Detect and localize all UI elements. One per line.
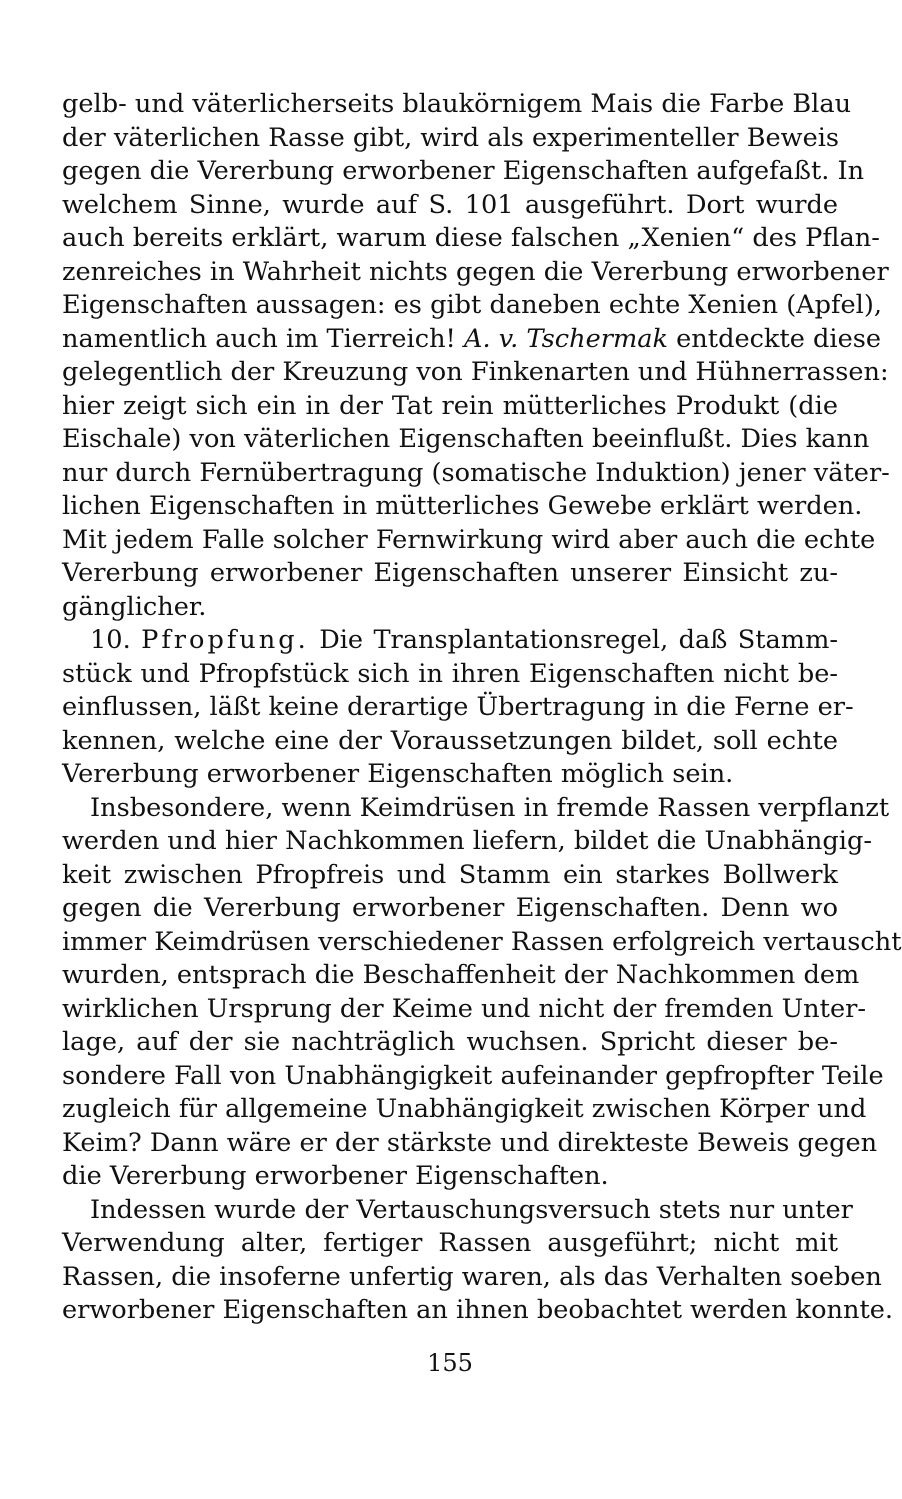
text-line: Vererbung erworbener Eigenschaften möglich sein. — [62, 759, 734, 789]
section-heading: Pfropfung. — [141, 625, 309, 655]
text-line: erworbener Eigenschaften an ihnen beobachtet werden konnte. — [62, 1295, 894, 1325]
text-line: Indessen wurde der Vertauschungsversuch stets nur unter — [90, 1194, 853, 1225]
text-line: gegen die Vererbung erworbener Eigenschaften aufgefaßt. In — [62, 156, 865, 186]
text-line: wurden, entsprach die Beschaffenheit der Nachkommen dem — [62, 960, 860, 990]
paragraph — [62, 792, 902, 1194]
page-number: 155 — [427, 1349, 473, 1377]
text-line: kennen, welche eine der Voraussetzungen bildet, soll echte — [62, 725, 838, 756]
paragraph — [62, 88, 890, 624]
text-line: Verwendung alter, fertiger Rassen ausgeführt; nicht mit — [62, 1228, 838, 1258]
text-line: Rassen, die insoferne unfertig waren, als das Verhalten soeben — [62, 1261, 882, 1292]
text-line: gelegentlich der Kreuzung von Finkenarten und Hühnerrassen: — [62, 357, 889, 387]
body-text — [62, 88, 902, 1328]
paragraph — [62, 624, 854, 792]
text-line: einflussen, läßt keine derartige Übertragung in die Ferne er- — [62, 692, 854, 722]
text-line: der väterlichen Rasse gibt, wird als experimenteller Beweis — [62, 122, 840, 153]
text-line: keit zwischen Pfropfreis und Stamm ein starkes Bollwerk — [62, 859, 838, 890]
text-line: lage, auf der sie nachträglich wuchsen. Spricht dieser be- — [62, 1027, 838, 1057]
text-line: sondere Fall von Unabhängigkeit aufeinander gepfropfter Teile — [62, 1060, 884, 1091]
text-line: gegen die Vererbung erworbener Eigenschaften. Denn wo — [62, 893, 838, 923]
text-line: gänglicher. — [62, 591, 207, 622]
text-line: hier zeigt sich ein in der Tat rein mütterliches Produkt (die — [62, 390, 838, 421]
italic-author-name: A. v. Tschermak — [463, 323, 669, 354]
text-line: zugleich für allgemeine Unabhängigkeit zwischen Körper und — [62, 1094, 867, 1124]
paragraph — [62, 1194, 894, 1328]
text-line: Insbesondere, wenn Keimdrüsen in fremde Rassen verpflanzt — [90, 792, 890, 823]
text-line: Vererbung erworbener Eigenschaften unserer Einsicht zu- — [62, 558, 838, 588]
text-line: Eischale) von väterlichen Eigenschaften beeinflußt. Dies kann — [62, 424, 870, 454]
text-line: gelb- und väterlicherseits blaukörnigem Mais die Farbe Blau — [62, 89, 852, 119]
text-line: 10. Pfropfung. Die Transplantationsregel, daß Stamm- — [90, 625, 838, 655]
text-line: stück und Pfropfstück sich in ihren Eigenschaften nicht be- — [62, 658, 838, 689]
text-line: Keim? Dann wäre er der stärkste und direkteste Beweis gegen — [62, 1127, 878, 1158]
text-line: nur durch Fernübertragung (somatische Induktion) jener väter- — [62, 457, 890, 488]
text-line: welchem Sinne, wurde auf S. 101 ausgeführt. Dort wurde — [62, 189, 838, 220]
text-line: namentlich auch im Tierreich! A. v. Tschermak entdeckte diese — [62, 323, 882, 354]
text-line: immer Keimdrüsen verschiedener Rassen erfolgreich vertauscht — [62, 926, 902, 957]
text-line: lichen Eigenschaften in mütterliches Gewebe erklärt werden. — [62, 491, 863, 521]
text-line: Eigenschaften aussagen: es gibt daneben echte Xenien (Apfel), — [62, 290, 882, 320]
text-line: auch bereits erklärt, warum diese falschen „Xenien“ des Pflan- — [62, 223, 880, 253]
text-line: wirklichen Ursprung der Keime und nicht der fremden Unter- — [62, 993, 866, 1024]
text-line: zenreiches in Wahrheit nichts gegen die Vererbung erworbener — [62, 256, 889, 287]
text-line: Mit jedem Falle solcher Fernwirkung wird aber auch die echte — [62, 524, 876, 555]
text-line: werden und hier Nachkommen liefern, bildet die Unabhängig- — [62, 826, 873, 856]
text-line: die Vererbung erworbener Eigenschaften. — [62, 1161, 609, 1191]
